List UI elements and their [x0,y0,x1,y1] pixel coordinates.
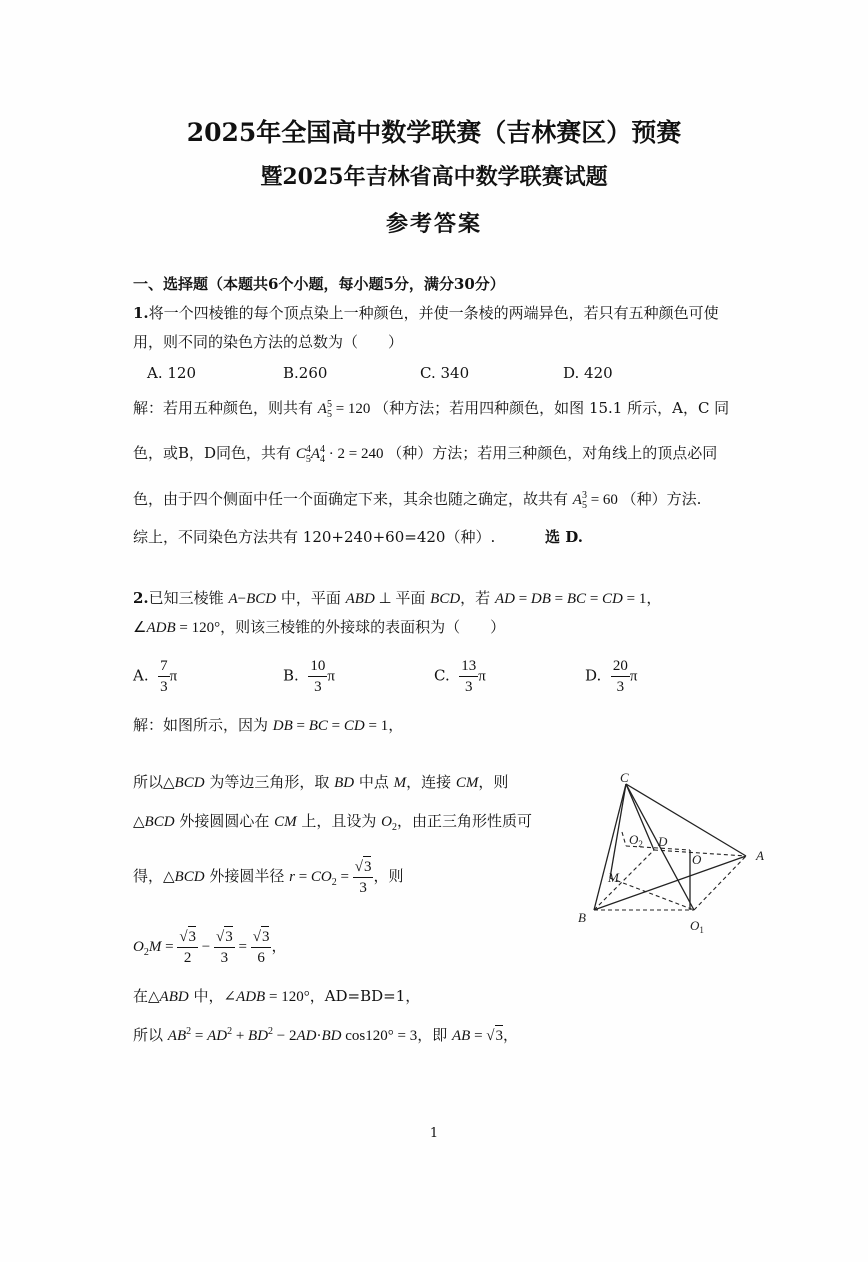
tetrahedron-figure [570,770,790,940]
edge-CM [610,784,626,878]
edge-O1A [694,856,746,910]
q2-solution-line1: 解：如图所示，因为 DB = BC = CD = 1， [133,716,404,734]
q2-line2: ∠ADB = 120°，则该三棱锥的外接球的表面积为（ ） [133,618,506,636]
q1-option-d: D. 420 [563,364,613,382]
edge-CA [626,784,746,856]
q2-solution-line2: 所以△BCD 为等边三角形，取 BD 中点 M，连接 CM，则 [133,773,509,791]
title-line3: 参考答案 [385,211,482,237]
label-C: C [620,770,629,785]
q2-solution-line6: 在△ABD 中，∠ADB = 120°，AD=BD=1， [133,987,421,1005]
label-D: D [658,834,668,849]
q1-option-b: B.260 [283,364,328,382]
title-line1: 2025年全国高中数学联赛（吉林赛区）预赛 [186,118,682,147]
q2-line1: 2.已知三棱锥 A−BCD 中，平面 ABD ⊥ 平面 BCD，若 AD = DB = BC = CD = 1， [133,589,662,607]
label-O2: $O_2$ [629,832,643,849]
edge-CB [594,784,626,910]
q2-solution-line7: 所以 $AB^2 = AD^2 + BD^2 - 2AD\cdot BD$ cos120° = 3，即 AB = √3， [133,1026,519,1044]
q2-solution-line5: $O_2M$ = $\frac{√3}{2}$ − $\frac{√3}{3}$ = $\frac{√3}{6}$ ， [133,926,286,968]
edge-O2-mark [622,832,626,846]
q1-answer: 选 D. [545,528,583,546]
q1-solution-line1: 解：若用五种颜色，则共有 $A_5^5 = 120$ （种方法；若用四种颜色，如图 15.1 所示，A，C 同 [133,399,730,420]
q1-option-c: C. 340 [420,364,470,382]
q2-solution-line4: 得，△BCD 外接圆半径 $r = CO_2$ = $\frac{√3}{3}$ ，则 [133,856,403,898]
q1-solution-line2: 色，或B，D同色，共有 $C_5^4A_4^4 \cdot 2 = 240$ （种）方法；若用三种颜色，对角线上的顶点必同 [133,444,718,465]
q1-option-a: A. 120 [147,364,196,382]
label-O: O [692,852,702,867]
label-M: M [608,870,619,885]
q2-solution-line3: △BCD 外接圆圆心在 CM 上，且设为 $O_2$，由正三角形性质可 [133,812,532,833]
q1-line2: 用，则不同的染色方法的总数为（ ） [133,333,404,351]
label-B: B [578,910,586,925]
section-heading: 一、选择题（本题共6个小题，每小题5分，满分30分） [133,275,505,293]
q1-solution-line3: 色，由于四个侧面中任一个面确定下来，其余也随之确定，故共有 $A_5^3 = 60$ （种）方法. [133,490,702,511]
label-A: A [756,848,764,863]
q2-option-d: D. $\frac{20}{3}$ π [585,658,638,695]
edge-BD [594,850,654,910]
q2-option-c: C. $\frac{13}{3}$ π [434,658,486,695]
q2-option-b: B. $\frac{10}{3}$ π [283,658,335,695]
q1-line1: 1.将一个四棱锥的每个顶点染上一种颜色，并使一条棱的两端异色，若只有五种颜色可使 [133,304,719,322]
q2-option-a: A. $\frac{7}{3}$ π [133,658,178,695]
title-line2: 暨2025年吉林省高中数学联赛试题 [260,164,608,190]
label-O1: $O_1$ [690,918,704,935]
q1-solution-line4: 综上，不同染色方法共有 120+240+60=420（种）. [133,528,496,546]
page-number: 1 [429,1126,439,1141]
edge-MO1 [610,878,694,910]
